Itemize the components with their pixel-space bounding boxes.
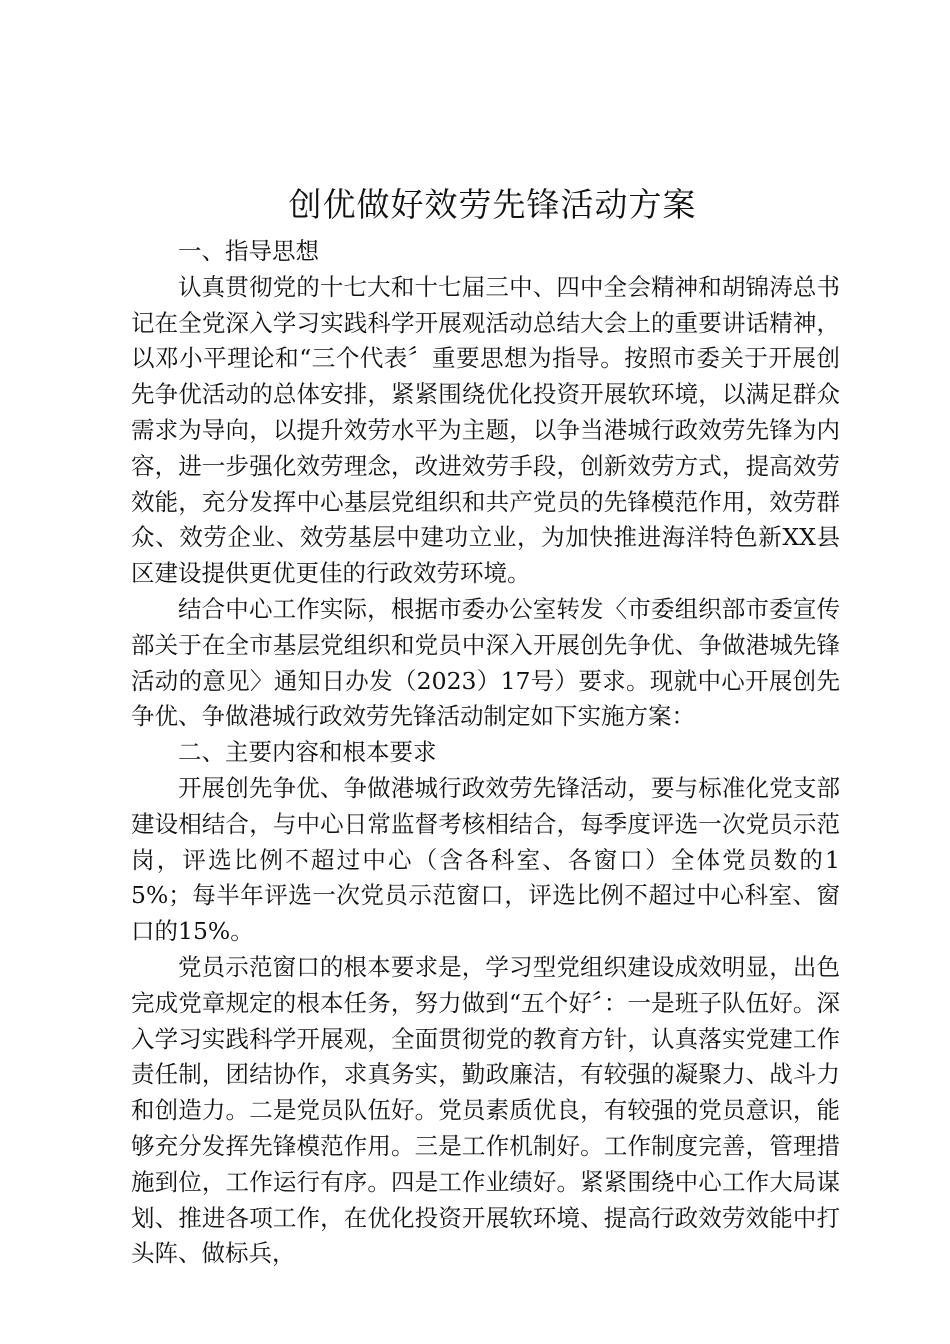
- paragraph-implementation-basis: 结合中心工作实际，根据市委办公室转发〈市委组织部市委宣传部关于在全市基层党组织和党员中深入开展创先争优、争做港城先锋活动的意见〉通知日办发（2023）17号）要求。现就中心开展创先争优、争做港城行政效劳先锋活动制定如下实施方案：: [131, 594, 840, 731]
- paragraph-activity-requirements: 开展创先争优、争做港城行政效劳先锋活动，要与标准化党支部建设相结合，与中心日常监督考核相结合，每季度评选一次党员示范岗，评选比例不超过中心（含各科室、各窗口）全体党员数的15%；每半年评选一次党员示范窗口，评选比例不超过中心科室、窗口的15%。: [131, 773, 840, 946]
- paragraph-guiding-ideology-body: 认真贯彻党的十七大和十七届三中、四中全会精神和胡锦涛总书记在全党深入学习实践科学开展观活动总结大会上的重要讲话精神，以邓小平理论和“三个代表〞重要思想为指导。按照市委关于开展创先争优活动的总体安排，紧紧围绕优化投资开展软环境，以满足群众需求为导向，以提升效劳水平为主题，以争当港城行政效劳先锋为内容，进一步强化效劳理念，改进效劳手段，创新效劳方式，提高效劳效能，充分发挥中心基层党组织和共产党员的先锋模范作用，效劳群众、效劳企业、效劳基层中建功立业，为加快推进海洋特色新XX县区建设提供更优更佳的行政效劳环境。: [131, 272, 840, 588]
- paragraph-model-window-requirements: 党员示范窗口的根本要求是，学习型党组织建设成效明显，出色完成党章规定的根本任务，努力做到“五个好〞：一是班子队伍好。深入学习实践科学开展观，全面贯彻党的教育方针，认真落实党建工作责任制，团结协作，求真务实，勤政廉洁，有较强的凝聚力、战斗力和创造力。二是党员队伍好。党员素质优良，有较强的党员意识，能够充分发挥先锋模范作用。三是工作机制好。工作制度完善，管理措施到位，工作运行有序。四是工作业绩好。紧紧围绕中心工作大局谋划、推进各项工作，在优化投资开展软环境、提高行政效劳效能中打头阵、做标兵，: [131, 952, 840, 1268]
- section-heading-main-content: 二、主要内容和根本要求: [178, 738, 437, 767]
- section-heading-guiding-ideology: 一、指导思想: [178, 237, 319, 265]
- document-title: 创优做好效劳先锋活动方案: [288, 185, 697, 224]
